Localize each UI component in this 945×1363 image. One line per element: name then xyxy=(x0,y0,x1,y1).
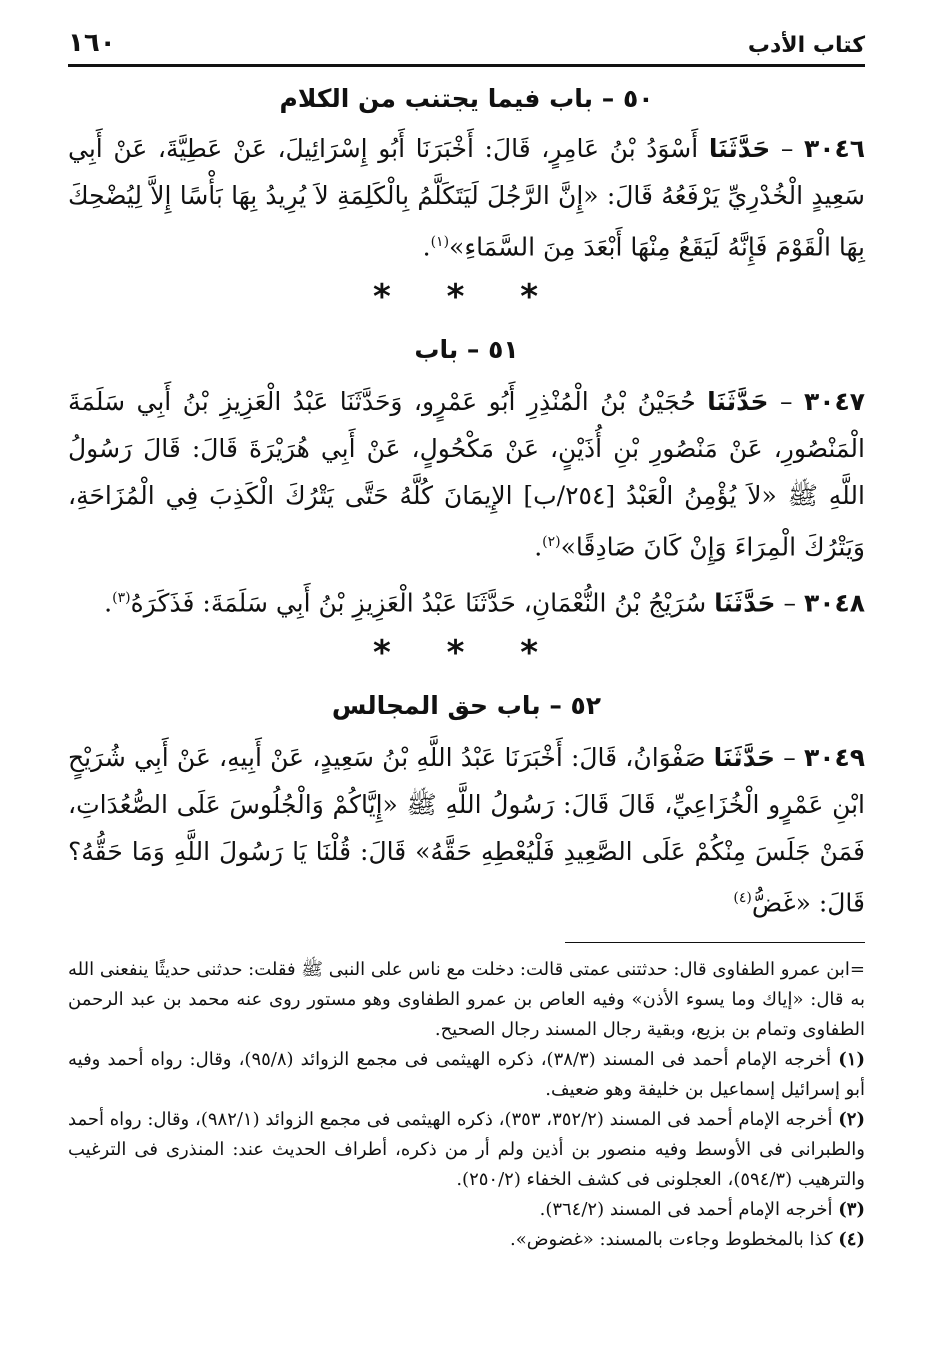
footnote-number: (٣) xyxy=(838,1199,865,1221)
section-separator: * * * xyxy=(372,277,560,318)
hadith-opening: حَدَّثَنَا xyxy=(708,134,771,163)
hadith: ٣٠٤٦ – حَدَّثَنَا أَسْوَدُ بْنُ عَامِرٍ، قَالَ: أَخْبَرَنَا أَبُو إِسْرَائِيلَ، عَنْ عَطِيَّةَ، عَنْ أَبِي سَعِيدٍ الْخُدْرِيِّ يَرْفَعُهُ قَالَ: «إِنَّ الرَّجُلَ لَيَتَكَلَّمُ بِالْكَلِمَةِ لاَ يُرِيدُ بِهَا بَأْسًا إِلاَّ لِيُضْحِكَ بِهَا الْقَوْمَ فَإِنَّهُ لَيَقَعُ مِنْهَا أَبْعَدَ مِنَ السَّمَاءِ»$^{(١)}$. xyxy=(68,134,866,262)
page-header xyxy=(68,22,865,58)
footnote xyxy=(68,1105,865,1195)
footnote-text: أخرجه الإمام أحمد فى المسند (٣٨/٣)، ذكره الهيثمى فى مجمع الزوائد (٩٥/٨)، وقال: رواه أحمد وفيه أبو إسرائيل إسماعيل بن خليفة وهو ضعيف. xyxy=(68,1049,865,1101)
hadith-text: حُجَيْنُ بْنُ الْمُنْذِرِ أَبُو عَمْرٍو، وَحَدَّثَنَا عَبْدُ الْعَزِيزِ بْنُ أَبِي سَلَمَةَ الْمَنْصُورِ، عَنْ مَنْصُورِ بْنِ أُذَيْنٍ، عَنْ مَكْحُولٍ، عَنْ أَبِي هُرَيْرَةَ قَالَ: قَالَ رَسُولُ اللَّهِ ﷺ «لاَ يُؤْمِنُ الْعَبْدُ [٢٥٤/ب] الإِيمَانَ كُلَّهُ حَتَّى يَتْرُكَ الْكَذِبَ فِي الْمُزَاحَةِ، وَيَتْرُكَ الْمِرَاءَ وَإِنْ كَانَ صَادِقًا» xyxy=(68,387,865,562)
hadith-text: أَسْوَدُ بْنُ عَامِرٍ، قَالَ: أَخْبَرَنَا أَبُو إِسْرَائِيلَ، عَنْ عَطِيَّةَ، عَنْ أَبِي سَعِيدٍ الْخُدْرِيِّ يَرْفَعُهُ قَالَ: «إِنَّ الرَّجُلَ لَيَتَكَلَّمُ بِالْكَلِمَةِ لاَ يُرِيدُ بِهَا بَأْسًا إِلاَّ لِيُضْحِكَ بِهَا الْقَوْمَ فَإِنَّهُ لَيَقَعُ مِنْهَا أَبْعَدَ مِنَ السَّمَاءِ» xyxy=(68,134,865,262)
hadith-text: صَفْوَانُ، قَالَ: أَخْبَرَنَا عَبْدُ اللَّهِ بْنُ سَعِيدٍ، عَنْ أَبِيهِ، عَنْ أَبِي شُرَيْحٍ ابْنِ عَمْرٍو الْخُزَاعِيِّ، قَالَ قَالَ: رَسُولُ اللَّهِ ﷺ «إِيَّاكُمْ وَالْجُلُوسَ عَلَى الصُّعُدَاتِ، فَمَنْ جَلَسَ مِنْكُمْ عَلَى الصَّعِيدِ فَلْيُعْطِهِ حَقَّهُ» قَالَ: قُلْنَا يَا رَسُولَ اللَّهِ وَمَا حَقُّهُ؟ قَالَ: «غَضُّ xyxy=(68,742,865,918)
hadith: ٣٠٤٩ – حَدَّثَنَا صَفْوَانُ، قَالَ: أَخْبَرَنَا عَبْدُ اللَّهِ بْنُ سَعِيدٍ، عَنْ أَبِيهِ، عَنْ أَبِي شُرَيْحٍ ابْنِ عَمْرٍو الْخُزَاعِيِّ، قَالَ قَالَ: رَسُولُ اللَّهِ ﷺ «إِيَّاكُمْ وَالْجُلُوسَ عَلَى الصُّعُدَاتِ، فَمَنْ جَلَسَ مِنْكُمْ عَلَى الصَّعِيدِ فَلْيُعْطِهِ حَقَّهُ» قَالَ: قُلْنَا يَا رَسُولَ اللَّهِ وَمَا حَقُّهُ؟ قَالَ: «غَضُّ$^{(٤)}$ xyxy=(68,742,865,918)
page-number: ١٦٠ xyxy=(68,28,116,58)
footnote-text: أخرجه الإمام أحمد فى المسند (٣٥٢/٢، ٣٥٣)، ذكره الهيثمى فى مجمع الزوائد (٩٨٢/١)، وقال: رواه أحمد والطبرانى فى الأوسط وفيه منصور بن أذين ولم أر من ذكره، أطراف الحديث عند: المنذرى فى الترغيب والترهيب (٥٩٤/٣)، العجلونى فى كشف الخفاء (٢٥٠/٢). xyxy=(68,1109,865,1191)
footnote-rule xyxy=(565,942,865,943)
section-separator: * * * xyxy=(372,632,560,673)
hadith-opening: حَدَّثَنَا xyxy=(714,587,776,617)
footnote-ref: (٢) xyxy=(542,534,561,551)
footnote xyxy=(68,1225,865,1255)
hadith-opening: حَدَّثَنَا xyxy=(707,387,769,417)
footnote-continuation: =ابن عمرو الطفاوى قال: حدثتنى عمتى قالت: دخلت مع ناس على النبى ﷺ فقلت: حدثنى حديثًا ينفعنى الله به قال: «إياك وما يسوء الأذن» وفيه العاص بن عمرو الطفاوى وهو مستور روى عنه محمد بن عبد الرحمن الطفاوى وتمام بن بزيع، وبقية رجال المسند رجال الصحيح. xyxy=(68,959,865,1041)
footnote-ref: (٣) xyxy=(112,589,131,606)
footnote-text: أخرجه الإمام أحمد فى المسند (٣٦٤/٢). xyxy=(539,1199,833,1221)
hadith-number: ٣٠٤٦ xyxy=(803,134,866,163)
footnote-number: (٤) xyxy=(838,1229,865,1251)
footnote-number: (٢) xyxy=(838,1109,865,1131)
footnote-ref: (٤) xyxy=(733,889,752,906)
footnote-text: كذا بالمخطوط وجاءت بالمسند: «غضوض». xyxy=(509,1229,833,1251)
header-rule xyxy=(68,64,865,67)
book-title: كتاب الأدب xyxy=(747,33,865,58)
chapter-heading: ٥١ – باب xyxy=(414,335,519,365)
footnote-ref: (١) xyxy=(430,234,450,250)
chapter-heading: ٥٠ – باب فيما يجتنب من الكلام xyxy=(279,84,654,113)
hadith-text: سُرَيْجُ بْنُ النُّعْمَانِ، حَدَّثَنَا عَبْدُ الْعَزِيزِ بْنُ أَبِي سَلَمَةَ: فَذَكَرَهُ xyxy=(130,587,707,617)
hadith-number: ٣٠٤٨ xyxy=(803,587,865,617)
hadith: ٣٠٤٨ – حَدَّثَنَا سُرَيْجُ بْنُ النُّعْمَانِ، حَدَّثَنَا عَبْدُ الْعَزِيزِ بْنُ أَبِي سَلَمَةَ: فَذَكَرَهُ$^{(٣)}$. xyxy=(104,587,865,617)
hadith-number: ٣٠٤٩ xyxy=(803,742,865,772)
footnote xyxy=(68,1195,865,1225)
footnote xyxy=(68,1045,865,1105)
chapter-heading: ٥٢ – باب حق المجالس xyxy=(331,690,602,720)
hadith-opening: حَدَّثَنَا xyxy=(713,742,776,772)
footnote-number: (١) xyxy=(838,1049,865,1071)
hadith-number: ٣٠٤٧ xyxy=(803,387,865,417)
hadith: ٣٠٤٧ – حَدَّثَنَا حُجَيْنُ بْنُ الْمُنْذِرِ أَبُو عَمْرٍو، وَحَدَّثَنَا عَبْدُ الْعَزِيزِ بْنُ أَبِي سَلَمَةَ الْمَنْصُورِ، عَنْ مَنْصُورِ بْنِ أُذَيْنٍ، عَنْ مَكْحُولٍ، عَنْ أَبِي هُرَيْرَةَ قَالَ: قَالَ رَسُولُ اللَّهِ ﷺ «لاَ يُؤْمِنُ الْعَبْدُ [٢٥٤/ب] الإِيمَانَ كُلَّهُ حَتَّى يَتْرُكَ الْكَذِبَ فِي الْمُزَاحَةِ، وَيَتْرُكَ الْمِرَاءَ وَإِنْ كَانَ صَادِقًا»$^{(٢)}$. xyxy=(68,387,865,562)
